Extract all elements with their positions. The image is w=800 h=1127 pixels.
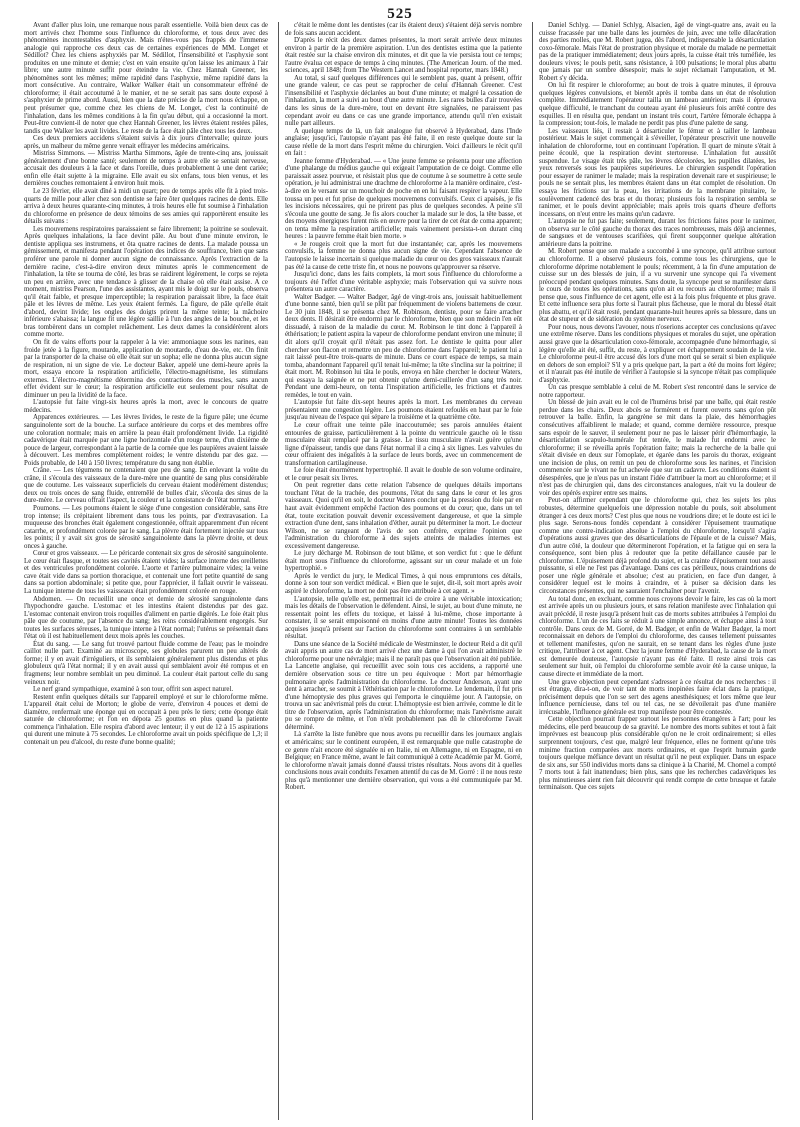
paragraph: Le nerf grand sympathique, examiné à son tour, offrit son aspect naturel. [33,686,234,694]
paragraph: L'autopsie fut faite vingt-six heures après la mort, avec le concours de quatre médecins. [24,399,268,414]
paragraph: Mistriss Simmons. — Mistriss Martha Simmons, âgée de trente-cinq ans, jouissait généralement d'une bonne santé; seulement de temps à autre elle se sentait nerveuse, accusait des douleurs à la face et dans l'oreille, dues probablement à une dent cariée; enfin elle était sujette à la migraine. Elle avait eu six enfans, tous bien venus, et les dernières couches remontaient à environ huit mois. [24,150,268,188]
paragraph: Ces deux premiers accidens s'étaient suivis à dix jours d'intervalle; quinze jours après, un malheur du même genre venait effrayer les médecins américains. [24,135,268,150]
paragraph: L'autopsie ne fut pas faite; seulement, durant les frictions faites pour le ranimer, on observa sur le côté gauche du thorax des traces nombreuses, mais déjà anciennes, de sangsues et de ventouses scarifiées, qui firent soupçonner quelque altération antérieure dans la poitrine. [539,218,776,248]
paragraph: Un blessé de juin avait eu le col de l'humérus brisé par une balle, qui était restée perdue dans les chairs. Deux abcès se formèrent et furent ouverts sans qu'on pût retrouver la balle. Enfin, la gangrène se mit dans la plaie, des hémorrhagies consécutives affaiblirent le malade; et quand, comme dernière ressource, presque sans espoir de le sauver, il seulement pour ne pas le laisser périr d'hémorrhagie, la désarticulation scapulo-humérale fut tentée, le malade fut endormi avec le chloroforme; il se réveilla après l'opération faite; mais la recherche de la balle qui s'était divisée en deux sur l'omoplate, et égarée dans les parois du thorax, exigeant une incision de plus, on remit un peu de chloroforme sous les narines, et l'incision commencée sur le vivant ne fut achevée que sur un cadavre. Les conditions étaient si désespérées, que je n'eus pas un instant l'idée d'attribuer la mort au chloroforme; et il n'est pas de chirurgien qui, dans des circonstances analogues, n'ait vu la douleur de voir des opérés expirer entre ses mains. [539,399,776,497]
paragraph: Pour nous, nous devons l'avouer, nous n'oserions accepter ces conclusions qu'avec une extrême réserve. Dans les conditions physiques et morales du sujet, une opération aussi grave que la désarticulation coxo-fémorale, accompagnée d'une hémorrhagie, si légère qu'elle ait été, suffit, du reste, à expliquer cet échappement soudain de la vie. Le chloroforme peut-il être accusé dès lors d'une mort qui se serait si bien expliquée en dehors de son emploi? S'il y a pris quelque part, la part a été du moins fort légère; et il n'aurait pas été inutile de vérifier à l'autopsie si la syncope n'était pas compliquée d'asphyxie. [539,323,776,384]
article-columns [24,22,776,1120]
paragraph: Au total, si sauf quelques différences qui le semblent pas, quant à présent, offrir une grande valeur, ce cas peut se rapprocher de celui d'Hannah Greener. C'est l'insensibilité et l'asphyxie déclarées au bout d'une minute; et malgré la cessation de l'inhalation, la mort a suivi au bout d'une autre minute. Les rares bulles d'air trouvées dans les sinus de la dure-mère, tout en devant être signalées, ne paraissent pas cependant avoir eu dans ce cas une grande importance, attendu qu'il n'en existait nulle part ailleurs. [285,74,522,128]
paragraph: M. Robert pense que son malade a succombé à une syncope, qu'il attribue surtout au chloroforme. Il a observé plusieurs fois, comme tous les chirurgiens, que le chloroforme déprime notablement le pouls; récemment, à la fin d'une amputation de cuisse sur un des blessés de juin, il a vu survenir une syncope qui l'a vivement préoccupé pendant quelques minutes. Sans doute, la syncope peut se manifester dans le cours de toutes les opérations, sans qu'on ait eu recours au chloroforme; mais il pense que, sous l'influence de cet agent, elle est à la fois plus fréquente et plus grave. Et cette influence sera plus forte si l'aurait plus fâcheuse, que le moral du blessé était plus abattu, et qu'il était resté, pendant quarante-huit heures après sa blessure, dans un état de stupeur et de sidération du système nerveux. [539,248,776,324]
paragraph: Les vaisseaux liés, il restait à désarticuler le fémur et à tailler le lambeau postérieur. Mais le sujet commençait à s'éveiller, l'opérateur prescrivit une nouvelle inhalation de chloroforme, tout en continuant l'opération. Il quart de minute s'était à peine écoulé, que la respiration devint stertoreuse. L'inhalation fut aussitôt suspendue. Le visage était très pâle, les lèvres décolorées, les pupilles dilatées, les yeux renversés sous les paupières supérieures. Le chirurgien suspendit l'opération pour essayer de ranimer le malade; mais la respiration devenait rare et suspirieuse; le pouls ne se sentait plus, les membres étaient dans un état complet de résolution. On essaya les frictions sur la peau, les irritations de la membrane pituitaire, le soulèvement cadencé des bras et du thorax; plusieurs fois la respiration sembla se ranimer, et le pouls devint appréciable; mais après trois quarts d'heure d'efforts incessans, on n'eut entre les mains qu'un cadavre. [539,127,776,218]
paragraph: Jeanne femme d'Hyderabad. — « Une jeune femme se présenta pour une affection d'une phalange du médius gauche qui exigeait l'amputation de ce doigt. Comme elle paraissait assez pourvue, et résistait plus que de coutume à se soumettre à cette seule opération, je lui administrai une drachme de chloroforme à la manière ordinaire, c'est-à-dire en le versant sur un mouchoir de poche en en lui faisant respirer la vapeur. Elle toussa un peu et fut prise de quelques mouvemens convulsifs. Ceux ci apaisés, je fis les incisions nécessaires, qui ne prirent pas plus de quelques secondes. A peine s'il s'écoula une goutte de sang. Je fis alors coucher la malade sur le dos, la tête basse, et des moyens énergiques furent mis en œuvre pour la tirer de cet état de coma apparent; on tenta même la respiration artificielle; mais vainement persista-t-on durant cinq heures : la pauvre femme était bien morte. » [285,157,522,241]
paragraph: État du sang. — Le sang fut trouvé partout fluide comme de l'eau; pas le moindre caillot nulle part. Examiné au microscope, ses globules parurent un peu altérés de forme; il y en avait d'irréguliers, et ils semblaient généralement plus distendus et plus globuleux qu'à l'état normal; il y en avait aussi qui semblaient avoir été rompus et en fragmens; leur nombre semblait un peu diminué. La couleur était partout celle du sang veineux noir. [24,640,268,686]
column-left [24,22,268,1120]
paragraph: Là s'arrête la liste funèbre que nous avons pu recueillir dans les journaux anglais et américains; sur le continent européen, il est remarquable que nulle catastrophe de ce genre n'ait encore été signalée ni en Italie, ni en Allemagne, ni en Espagne, ni en Belgique; en France même, avant le fait communiqué à cette Académie par M. Gorré, le chloroforme n'avait jamais donné d'aussi tristes résultats. Nous avons dit à quelles conclusions nous avait conduits l'examen attentif du cas de M. Gorré : il ne nous reste plus qu'à mentionner une dernière observation, qui vous a été communiquée par M. Robert. [285,731,522,792]
page-number: 525 [387,6,413,22]
paragraph: A quelque temps de là, un fait analogue fut observé à Hyderabad, dans l'Inde anglaise; jusqu'ici, l'autopsie n'ayant pas été faite, il en reste quelque doute sur la cause réelle de la mort dans l'esprit même du chirurgien. Voici d'ailleurs le récit qu'il en fait : [285,127,522,158]
paragraph: D'après le récit des deux dames présentes, la mort serait arrivée deux minutes environ à partir de la première aspiration. L'un des dentistes estima que la patiente était restée sur la chaise environ dix minutes, et dit que la vie persista tout ce temps; l'autre évalua cet espace de temps à cinq minutes. (The American Journ. of the med. sciences, april 1848; from The Western Lancet and hospital reporter, mars 1848.) [285,37,522,75]
paragraph: Le cœur offrait une teinte pâle inaccoutumée; ses parois annulées étaient entourées de graisse, particulièrement à la pointe du ventricule gauche où le tissu musculaire était remplacé par la graisse. Le tissu musculaire n'avait guère qu'une ligne d'épaisseur, tandis que dans l'état normal il a cinq à six lignes. Les valvules du cœur offraient des inégalités à la surface de leurs bords, avec un commencement de transformation cartilagineuse. [285,421,522,467]
column-middle [278,22,522,1120]
paragraph: Cœur et gros vaisseaux. — Le péricarde contenait six gros de sérosité sanguinolente. Le cœur était flasque, et toutes ses cavités étaient vides; la surface interne des oreillettes et des ventricules profondément colorée. L'aorte et l'artère pulmonaire vides; la veine cave était vide dans sa portion thoracique, et contenait une fort petite quantité de sang dans sa portion abdominale; si petite que, pour l'apprécier, il fallait ouvrir le vaisseau. La tunique interne de tous les vaisseaux était profondément colorée en rouge. [24,550,268,596]
paragraph: On lui fit respirer le chloroforme; au bout de trois à quatre minutes, il éprouva quelques légères convulsions, et bientôt après il tomba dans un état de résolution complète. Immédiatement l'opérateur tailla un lambeau antérieur; mais il éprouva quelque difficulté, le tranchant du couteau ayant été plusieurs fois arrêté contre des esquilles. Il en résulta que, pendant un instant très court, l'artère fémorale échappa à la compression; tout-fois, le malade ne perdit pas plus d'une palette de sang. [539,82,776,128]
paragraph: Jusqu'ici donc, dans les faits complets, la mort sous l'influence du chloroforme a toujours été l'effet d'une véritable asphyxie; mais l'observation qui va suivre nous présentera un autre caractère. [285,271,522,294]
paragraph: c'était le même dont les dentistes (car ils étaient deux) s'étaient déjà servis nombre de fois sans aucun accident. [285,22,522,37]
paragraph: Les mouvemens respiratoires paraissaient se faire librement; la poitrine se soulevait. Après quelques inhalations, la face devint pâle. Au bout d'une minute environ, le dentiste appliqua ses instrumens, et ôta quatre racines de dents. La malade poussa un gémissement, et manifesta pendant l'opération des indices de souffrance, bien que sans proférer une parole ni donner aucun signe de connaissance. Après l'extraction de la dernière racine, c'est-à-dire environ deux minutes après le commencement de l'inhalation, la tête se tourna de côté, les bras se raidirent légèrement, le corps se rejeta un peu en arrière, avec une tendance à glisser de la chaise où elle était assise. A ce moment, mistriss Pearson, l'une des assistantes, ayant mis le doigt sur le pouls, observa qu'il était faible, et presque imperceptible; la respiration paraissait libre, la face était pâle et les lèvres de même. Les yeux étaient fermés. La figure, de pâle qu'elle était d'abord, devint livide; les ongles des doigts prirent la même teinte; la mâchoire inférieure s'abaissa; la langue fit une légère saillie à l'un des angles de la bouche, et les bras tombèrent dans un complet relâchement. Les deux dames la considérèrent alors comme morte. [24,225,268,339]
paragraph: Le jury décharge M. Robinson de tout blâme, et son verdict fut : que le défunt était mort sous l'influence du chloroforme, agissant sur un cœur malade et un foie hypertrophié. » [285,550,522,573]
paragraph: Restent enfin quelques détails sur l'appareil employé et sur le chloroforme même. L'appareil était celui de Morton; le globe de verre, d'environ 4 pouces et demi de diamètre, renfermait une éponge qui en occupait à peu près le tiers; cette éponge était saturée de chloroforme; et l'on en dépota 25 gouttes en plus quand la patiente commença l'inhalation. Elle respira d'abord avec lenteur; il y eut de 12 à 15 aspirations qui durent une minute à 75 secondes. Le chloroforme avait un poids spécifique de 1,3; il contenait un peu d'alcool, du reste d'une bonne qualité; [24,693,268,746]
paragraph: Apparences extérieures. — Les lèvres livides, le reste de la figure pâle; une écume sanguinolente sort de la bouche. La surface antérieure du corps et des membres offre une coloration normale; mais en arrière la peau était profondément livide. La rigidité cadavérique était marquée par une ligne horizontale d'un rouge terne, d'un dixième de pouce de largeur, correspondant à la partie de la cornée que les paupières avaient laissée à découvert. Les membres complètement roides; le ventre distendu par des gaz. — Poids probable, de 140 à 150 livres; température du sang non établie. [24,414,268,467]
paragraph: Au total donc, en excluant, comme nous croyons devoir le faire, les cas où la mort est arrivée après un ou plusieurs jours, et sans relation manifeste avec l'inhalation qui avait précédé, il reste jusqu'à présent huit cas de morts subites attribuées à l'emploi du chloroforme. L'un de ces faits se réduit à une simple annonce, et échappe ainsi à tout contrôle. Dans ceux de M. Gorré, de M. Badger, et enfin de Walter Badger, la mort reconnaissait en dehors de l'emploi du chloroforme, des causes tellement puissantes et tellement manifestes, qu'on ne saurait, en se tenant dans les règles d'une juste critique, l'attribuer à cet agent. Chez la jeune femme d'Hyderabad, la cause de la mort est demeurée douteuse, l'autopsie n'ayant pas été faite. Il reste ainsi trois cas seulement sur huit, où l'emploi du chloroforme semble avoir été la cause unique, la cause directe et immédiate de la mort. [539,595,776,679]
paragraph: « Je rougeis croit que la mort fut due instantanée; car, après les mouvemens convulsifs, la femme ne donna plus aucun signe de vie. Cependant l'absence de l'autopsie le laisse incertain si quelque maladie du cœur ou des gros vaisseaux n'aurait pas été la cause de cette triste fin, et nous ne pouvons qu'approuver sa réserve. [285,240,522,271]
paragraph: Après le verdict du jury, le Medical Times, à qui nous empruntons ces détails, donne à son tour son verdict médical. « Bien que le sujet, dit-il, soit mort après avoir aspiré le chloroforme, la mort ne doit pas être attribuée à cet agent. » [285,572,522,596]
paragraph: Crâne. — Les tégumens ne contenaient que peu de sang. En enlevant la voûte du crâne, il s'écoula des vaisseaux de la dure-mère une quantité de sang plus considérable que de coutume. Les vaisseaux superficiels du cerveau étaient modérément distendus; deux ou trois onces de sang fluide, entremêlé de bulles d'air, s'écoula des sinus de la dure-mère. Le cerveau offrait l'aspect, la couleur et la consistance de l'état normal. [24,467,268,505]
paragraph: On peut regretter dans cette relation l'absence de quelques détails importans touchant l'état de la trachée, des poumons, l'état du sang dans le cœur et les gros vaisseaux. Quoi qu'il en soit, le docteur Waters conclut que la pression du foie par en haut avait évidemment empêché l'action des poumons et du cœur; que, dans un tel état, toute excitation pouvait devenir excessivement dangereuse, et que la simple extraction d'une dent, sans inhalation d'éther, aurait pu déterminer la mort. Le docteur Wilson, ne se rangeant de l'avis de son confrère, exprime l'opinion que l'administration du chloroforme à des sujets atteints de maladies internes est excessivement dangereuse. [285,482,522,550]
paragraph: Avant d'aller plus loin, une remarque nous paraît essentielle. Voilà bien deux cas de mort arrivés chez l'homme sous l'influence du chloroforme, et tous deux avec des phénomènes incontestables d'asphyxie. Mais n'étes-vous pas frappés de l'immense analogie qui rapproche ces deux cas de certaines expériences de MM. Longet et Sédillot? Chez les chiens asphyxiés par M. Sédillot, l'insensibilité et l'asphyxie sont produites en une minute et demie; c'est en vain ensuite qu'on laisse les animaux à l'air libre; une autre minute suffit pour éteindre la vie. Chez Hannah Greener, les phénomènes sont les mêmes; même rapidité dans l'asphyxie, même rapidité dans la mort consécutive. Au contraire, Walker Walker était un consommateur effréné de chloroforme; il était accoutumé à le manier, et ne se serait pas sans doute exposé à s'asphyxier de prime abord. Aussi, bien que la date précise de la mort nous échappe, on peut présumer que, comme chez les chiens de M. Longet, c'est la continuité de l'inhalation, dans les mêmes conditions à la fin qu'au début, qui a occasionné la mort. Peut-être convient-il de noter que chez Hannah Greener, les lèvres étaient restées pâles, tandis que Walker les avait livides. Le reste de la face était pâle chez tous les deux. [24,22,268,135]
paragraph: Abdomen. — On recueillit une once et demie de sérosité sanguinolente dans l'hypochondre gauche. L'estomac et les intestins étaient distendus par des gaz. L'estomac contenait environ trois roquilles d'aliment en partie digérés. Le foie était plus pâle que de coutume, par l'absence du sang; les reins considérablement engorgés. Sur toutes les surfaces séreuses, la tunique interne à l'état normal; l'utérus se présentait dans l'état où il est habituellement deux mois après les couches. [24,595,268,641]
paragraph: Dans une séance de la Société médicale de Westminster, le docteur Reid a dit qu'il avait appris un autre cas de mort arrivé chez une dame à qui l'on avait administré le chloroforme pour une névralgie; mais il ne paraît pas que l'observation ait été publiée. La Lancette anglaise, qui recueillit avec soin tous ces accidens, a rapporté une dernière observation sous ce titre un peu équivoque : Mort par hémorrhagie pulmonaire après l'administration du chloroforme. Le docteur Anderson, ayant une dent à arracher, se soumit à l'éthérisation par le chloroforme. Le lendemain, il fut pris d'une hémoptysie des plus graves qui l'emporta le cinquième jour. A l'autopsie, on trouva un sac anévrismal près du cœur. L'hémoptysie est bien arrivée, comme le dit le titre de l'observation, après l'administration du chloroforme; mais l'anévrisme aurait pu se rompre de même, et l'on n'eût probablement pas dû le chloroforme l'avait déterminé. [285,640,522,731]
paragraph: L'autopsie, telle qu'elle est, permettrait ici de croire à une véritable intoxication; mais les détails de l'observation le défendent. Ainsi, le sujet, au bout d'une minute, ne ressentait point les effets du toxique, et laissé à lui-même, chose importante à constater, il se serait empoisonné en moins d'une autre minute! Toutes les données acquises jusqu'à présent sur l'action du chloroforme sont contraires à un semblable résultat. [285,595,522,641]
paragraph: Un cas presque semblable à celui de M. Robert s'est rencontré dans le service de notre rapporteur. [539,384,776,399]
paragraph: Peut-on affirmer cependant que le chloroforme qui, chez les sujets les plus robustes, détermine quelquefois une dépression notable du pouls, soit absolument étranger à ces deux morts? C'est plus que nous ne voudrions dire; et le doute est ici le plus sage. Serons-nous fondés cependant à considérer l'épuisement traumatique comme une contre-indication absolue à l'emploi du chloroforme, lorsqu'il s'agira d'opérations aussi graves que des désarticulations de l'épaule et de la cuisse? Mais, d'un autre côté, la douleur que détermineront l'opération, et la fatigue qui en sera la conséquence, sont bien plus à redouter que la petite défaillance causée par le chloroforme. L'épuisement déjà profond du sujet, et la crainte d'épuisement tout aussi puissante, si elle ne l'est pas d'avantage. Dans ces cas périlleux, nous craindrions de poser une règle générale et absolue; c'est au praticien, en face d'un danger, à considérer lequel est le moins à craindre, et à puiser sa décision dans les circonstances présentes, qui ne sauraient l'enchaîner pour l'avenir. [539,497,776,596]
paragraph: On fit de vains efforts pour la rappeler à la vie: ammoniaque sous les narines, eau froide jetée à la figure, moutarde, application de moutarde, d'eau de-vie, etc. On finit par la transporter de la chaise où elle était sur un sopha; elle ne donna plus aucun signe de respiration, ni un signe de vie. Le docteur Baker, appelé une demi-heure après la mort, essaya encore la respiration artificielle, l'électro-magnétisme, les stimulans externes. L'électro-magnétisme détermina des contractions des muscles, sans aucun effet évident sur le cœur; la respiration artificielle eut seulement pour résultat de diminuer un peu la lividité de la face. [24,338,268,399]
paragraph: Une grave objection peut cependant s'adresser à ce résultat de nos recherches : il est étrange, dira-t-on, de voir tant de morts inopinées faire éclat dans la pratique, précisément depuis que l'on se sert des agens anesthésiques; et lors même que leur influence pernicieuse, dans tel ou tel cas, ne se dévoilerait pas d'une manière irrécusable, l'influence générale est trop manifeste pour être contestée. [539,678,776,716]
paragraph: Walter Badger. — Walter Badger, âgé de vingt-trois ans, jouissait habituellement d'une bonne santé, bien qu'il se plût par fréquemment de violens battemens de cœur. Le 30 juin 1848, il se présenta chez M. Robinson, dentiste, pour se faire arracher deux dents. Il désirait être endormi par le chloroforme, bien que son médecin l'en eût dissuadé, à raison de la maladie du cœur. M. Robinson le tint donc à l'appareil à éthérisation; le patient aspira la vapeur de chloroforme pendant environ une minute; il dit alors qu'il croyait qu'il n'était pas assez fort. Le dentiste le quitta pour aller chercher son flacon et remettre un peu de chloroforme dans l'appareil; le patient lui a rait laissé peut-être trois-quarts de minute. Dans ce court espace de temps, sa main tomba, abandonnant l'appareil qu'il tenait lui-même; la tête s'inclina sur la poitrine; il était mort. M. Robinson lui tâta le pouls, envoya en hâte chercher le docteur Waters, qui essaya la saignée et ne put obtenir qu'une demi-cuillerée d'un sang très noir. Pendant une demi-heure, on tenta l'inspiration artificielle, les frictions et d'autres remèdes, le tout en vain. [285,293,522,399]
column-right [532,22,776,1120]
paragraph: Le foie était énormément hypertrophié. Il avait le double de son volume ordinaire, et le cœur pesait six livres. [285,467,522,482]
paragraph: Poumons. — Les poumons étaient le siège d'une congestion considérable, sans être trop intense; ils crépitaient librement dans tous les points, par d'extravasation. La muqueuse des bronches était également congestionnée, offrait apparemment d'un récent catarrhe, et profondément colorée par le sang. La plèvre était fortement injectée sur tous les points; il y avait six gros de sérosité sanguinolente dans la plèvre droite, et deux onces à gauche. [24,505,268,550]
paragraph: L'autopsie fut faite dix-sept heures après la mort. Les membranes du cerveau présentaient une congestion légère. Les poumons étaient refoulés en haut par le foie jusqu'au niveau de l'espace qui sépare la troisième et la quatrième côte. [285,399,522,422]
paragraph: Le 23 février, elle avait dîné à midi un quart; peu de temps après elle fit à pied trois-quarts de mille pour aller chez son dentiste se faire ôter quelques racines de dents. Elle arriva à deux heures quarante-cinq minutes, à trois heures elle fut soumise à l'inhalation du chloroforme en présence de deux témoins de ses amies qui rapportèrent ensuite les détails suivans : [24,188,268,226]
paragraph: Daniel Schlyg. — Daniel Schlyg, Alsacien, âgé de vingt-quatre ans, avait eu la cuisse fracassée par une balle dans les journées de juin, avec une telle dilacération des parties molles, que M. Robert jugea, dès l'abord, indispensable la désarticulation coxo-fémorale. Mais l'état de prostration physique et morale du malade ne permettait pas de la pratiquer immédiatement; deux jours après, la cuisse était très tuméfiée, les douleurs vives; le pouls petit, sans résistance, à 100 pulsations; le moral plus abattu que jamais par un sombre désespoir; mais le sujet réclamait l'amputation, et M. Robert s'y décida. [539,22,776,82]
paragraph: Cette objection pourrait frapper surtout les personnes étrangères à l'art; pour les médecins, elle perd beaucoup de sa gravité. Le nombre des morts subites et tout à fait imprévues est beaucoup plus considérable qu'on ne le croit ordinairement; si elles surprennent toujours, c'est que, malgré leur fréquence, elles ne forment qu'une très minime fraction comparées aux morts ordinaires, et que l'esprit humain garde toujours quelque méfiance devant un résultat qu'il ne peut expliquer. Dans un espace de six ans, sur 550 individus morts dans sa clinique à la Charité, M. Chomel a compté 7 morts tout à fait inattendues; bien plus, sans que les recherches cadavériques les plus minutieuses aient rien fait découvrir qui rendit compte de cette brusque et fatale terminaison. Que ces sujets [539,716,776,792]
